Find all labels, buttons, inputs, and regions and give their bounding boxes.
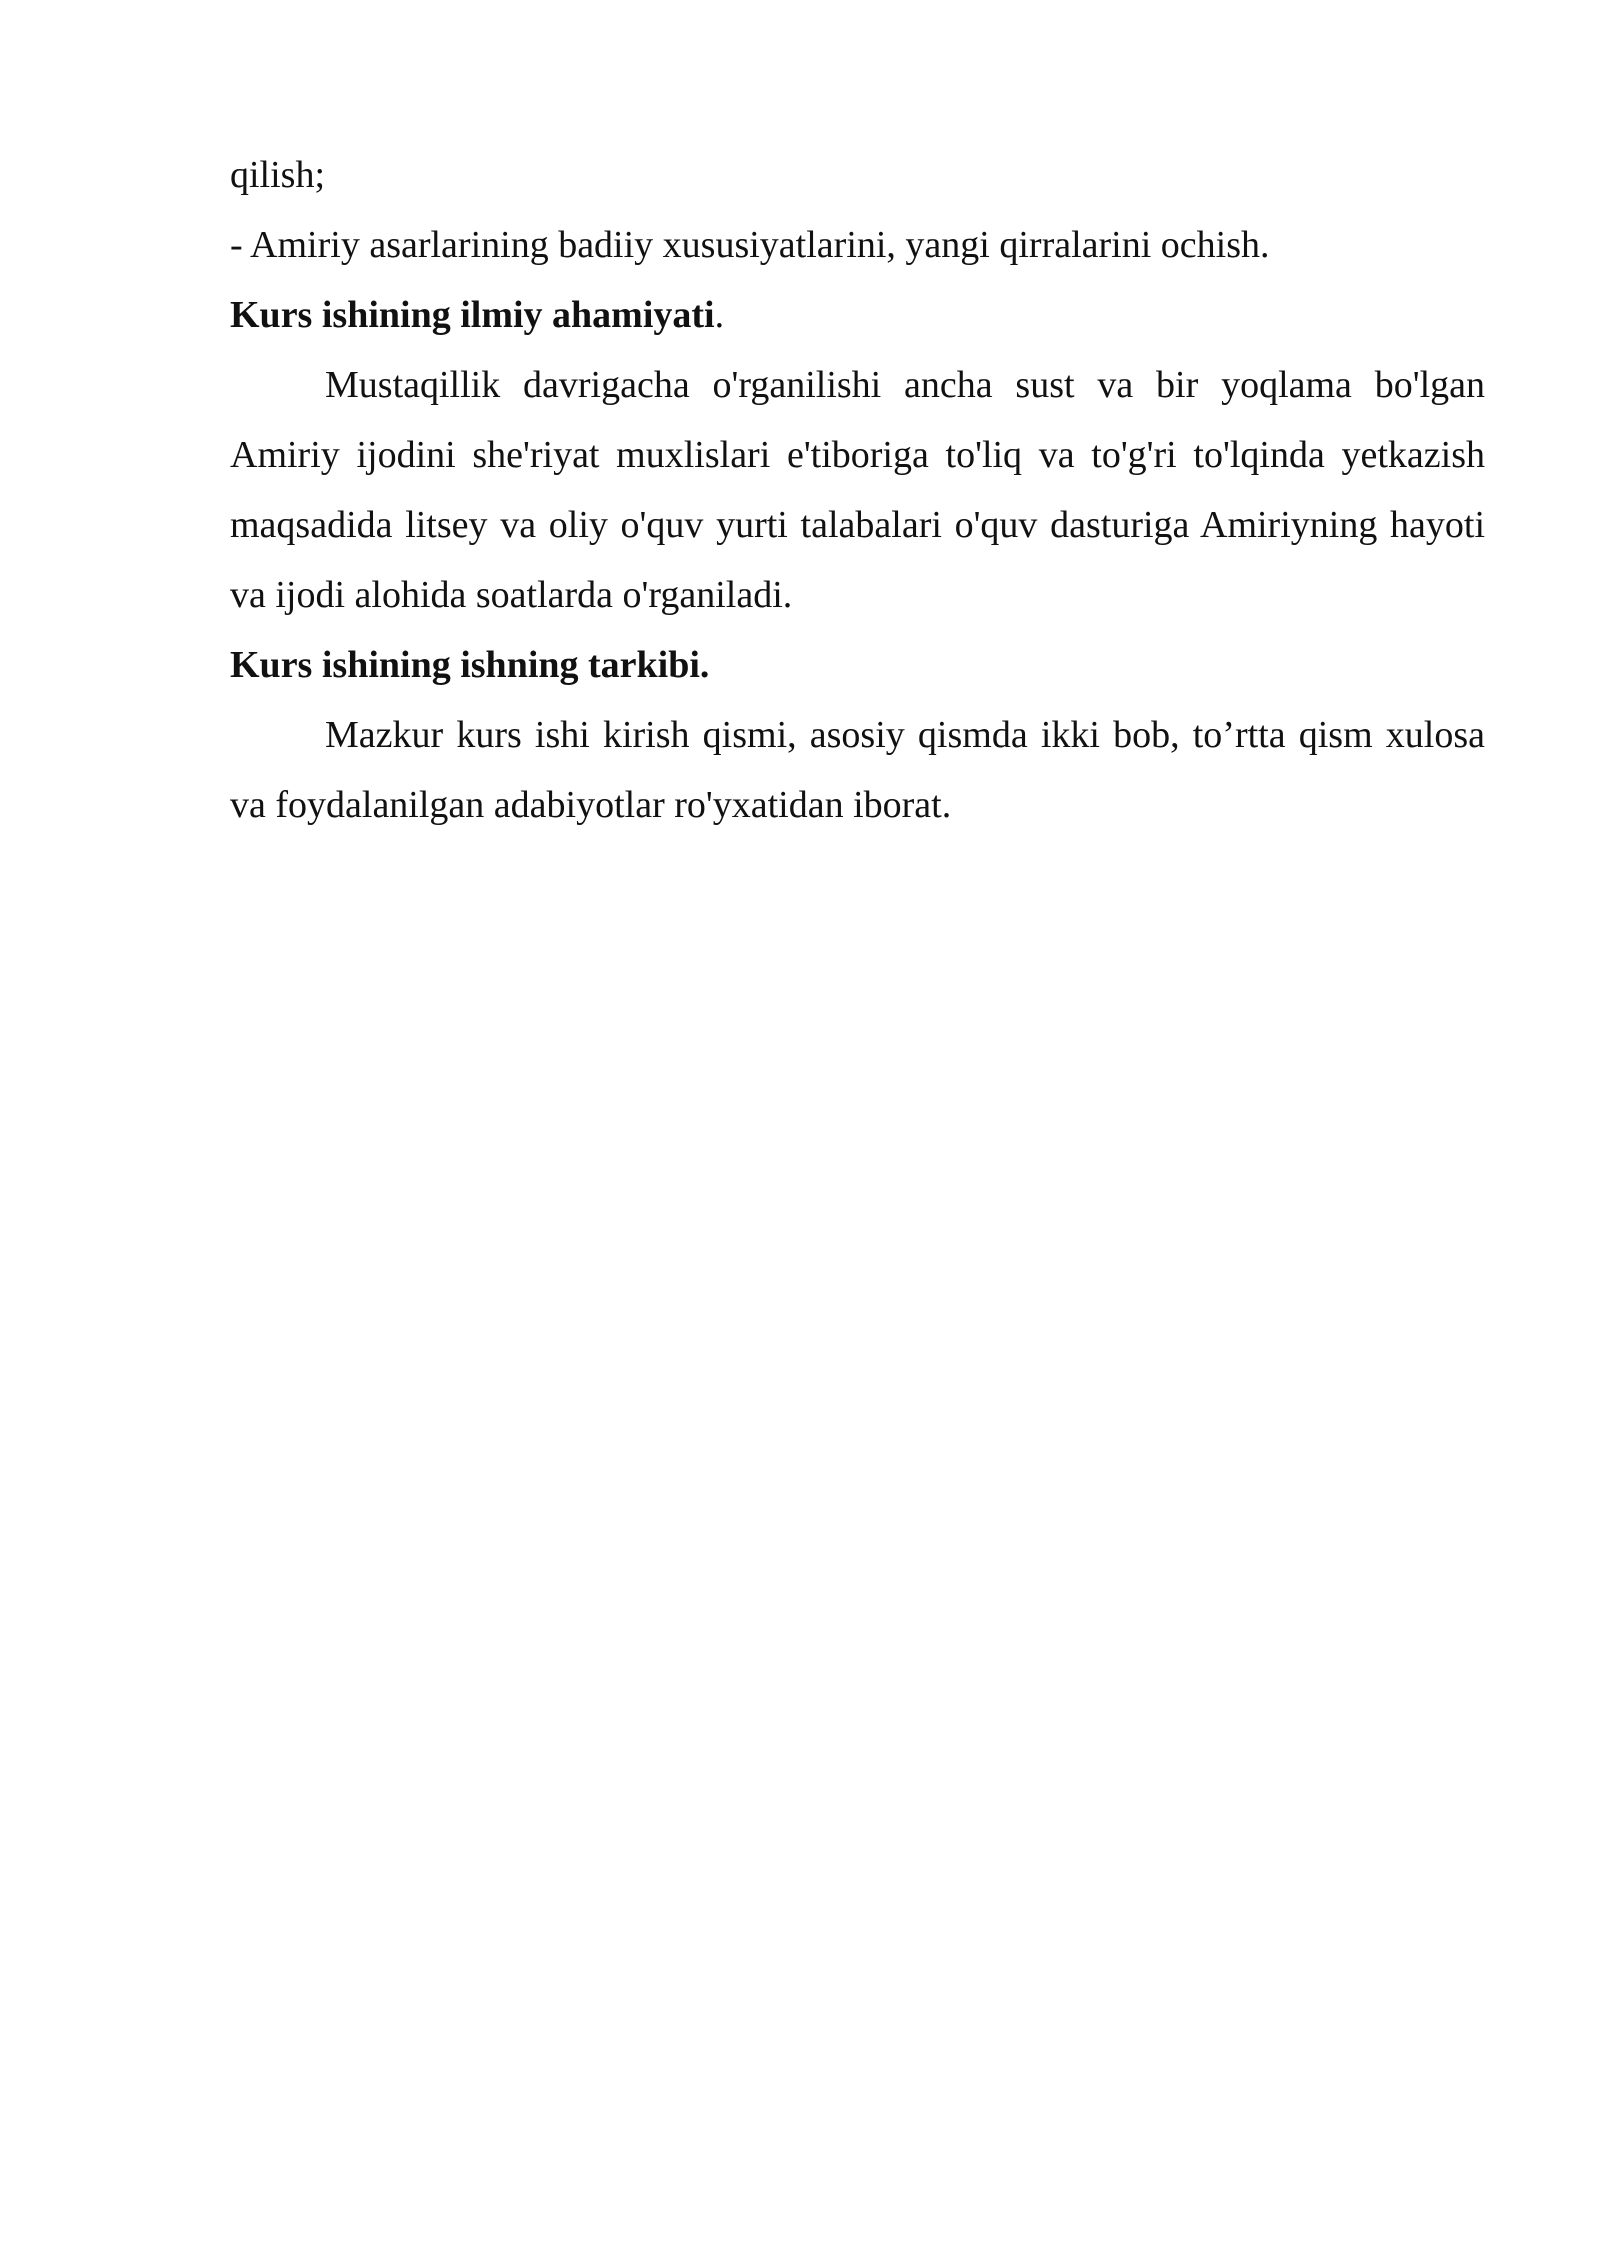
section-heading-structure: Kurs ishining ishning tarkibi. xyxy=(230,644,710,686)
section-heading-scientific-significance xyxy=(230,280,1485,350)
section-heading-text: Kurs ishining ilmiy ahamiyati xyxy=(230,294,715,336)
paragraph-structure: Mazkur kurs ishi kirish qismi, asosiy qismda ikki bob, to’rtta qism xulosa va foydalanilgan adabiyotlar ro'yxatidan iborat. xyxy=(230,714,1485,826)
document-body xyxy=(230,140,1485,840)
bullet-item: - Amiriy asarlarining badiiy xususiyatlarini, yangi qirralarini ochish. xyxy=(230,224,1270,266)
continued-line: qilish; xyxy=(230,154,326,196)
paragraph-scientific-significance: Mustaqillik davrigacha o'rganilishi ancha sust va bir yoqlama bo'lgan Amiriy ijodini she'riyat muxlislari e'tiboriga to'liq va to'g'ri to'lqinda yetkazish maqsadida litsey va oliy o'quv yurti talabalari o'quv dasturiga Amiriyning hayoti va ijodi alohida soatlarda o'rganiladi. xyxy=(230,364,1485,616)
section-heading-period: . xyxy=(714,294,725,336)
